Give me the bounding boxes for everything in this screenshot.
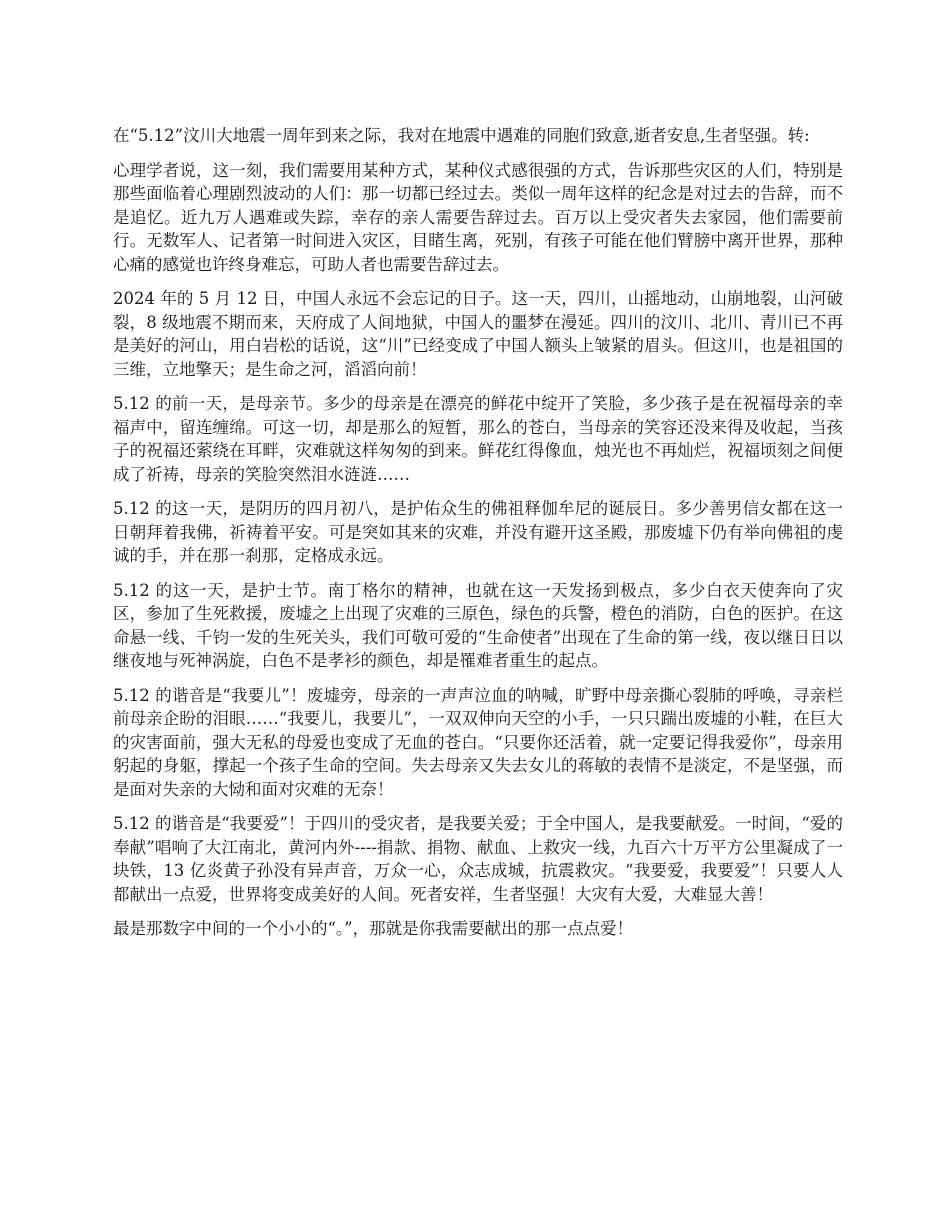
paragraph-buddha-birthday: 5.12 的这一天，是阴历的四月初八，是护佑众生的佛祖释伽牟尼的诞辰日。多少善男信女都在这一日朝拜着我佛，祈祷着平安。可是突如其来的灾难，并没有避开这圣殿，那废墟下仍有举向佛祖的虔诚的手，并在那一刹那，定格成永远。	[113, 499, 843, 565]
paragraph-i-want-child: 5.12 的谐音是“我要儿”！废墟旁，母亲的一声声泣血的呐喊，旷野中母亲撕心裂肺的呼唤，寻亲栏前母亲企盼的泪眼……“我要儿，我要儿”，一双双伸向天空的小手，一只只踹出废墟的小鞋，在巨大的灾害面前，强大无私的母爱也变成了无血的苍白。“只要你还活着，就一定要记得我爱你”，母亲用躬起的身躯，撑起一个孩子生命的空间。失去母亲又失去女儿的蒋敏的表情不是淡定，不是坚强，而是面对失亲的大恸和面对灾难的无奈！	[113, 685, 843, 799]
paragraph-nurses-day: 5.12 的这一天，是护士节。南丁格尔的精神，也就在这一天发扬到极点，多少白衣天使奔向了灾区，参加了生死救援，废墟之上出现了灾难的三原色，绿色的兵警，橙色的消防，白色的医护。在这命悬一线、千钧一发的生死关头，我们可敬可爱的“生命使者”出现在了生命的第一线，夜以继日日以继夜地与死神涡旋，白色不是孝衫的颜色，却是罹难者重生的起点。	[113, 580, 843, 670]
paragraph-psychologist: 心理学者说，这一刻，我们需要用某种方式，某种仪式感很强的方式，告诉那些灾区的人们，特别是那些面临着心理剧烈波动的人们：那一切都已经过去。类似一周年这样的纪念是对过去的告辞，而不是追忆。近九万人遇难或失踪，幸存的亲人需要告辞过去。百万以上受灾者失去家园，他们需要前行。无数军人、记者第一时间进入灾区，目睹生离，死别，有孩子可能在他们臂膀中离开世界，那种心痛的感觉也许终身难忘，可助人者也需要告辞过去。	[113, 160, 843, 274]
paragraph-mothers-day: 5.12 的前一天，是母亲节。多少的母亲是在漂亮的鲜花中绽开了笑脸，多少孩子是在祝福母亲的幸福声中，留连缠绵。可这一切，却是那么的短暂，那么的苍白，当母亲的笑容还没来得及收起，当孩子的祝福还萦绕在耳畔，灾难就这样匆匆的到来。鲜花红得像血，烛光也不再灿烂，祝福顷刻之间便成了祈祷，母亲的笑脸突然泪水涟涟……	[113, 394, 843, 484]
paragraph-i-want-love: 5.12 的谐音是“我要爱”！于四川的受灾者，是我要关爱；于全中国人，是我要献爱。一时间，“爱的奉献”唱响了大江南北，黄河内外----捐款、捐物、献血、上救灾一线，九百六十万平方公里凝成了一块铁，13 亿炎黄子孙没有异声音，万众一心，众志成城，抗震救灾。“我要爱，我要爱”！只要人人都献出一点爱，世界将变成美好的人间。死者安祥，生者坚强！大灾有大爱，大难显大善！	[113, 814, 843, 904]
paragraph-closing: 最是那数字中间的一个小小的“。”，那就是你我需要献出的那一点点爱！	[113, 919, 634, 938]
paragraph-may-12: 2024 年的 5 月 12 日，中国人永远不会忘记的日子。这一天，四川，山摇地动，山崩地裂，山河破裂，8 级地震不期而来，天府成了人间地狱，中国人的噩梦在漫延。四川的汶川、北川、青川已不再是美好的河山，用白岩松的话说，这“川”已经变成了中国人额头上皱紧的眉头。但这川，也是祖国的三维，立地擎天；是生命之河，滔滔向前！	[113, 289, 843, 379]
paragraph-intro: 在“5.12”汶川大地震一周年到来之际，我对在地震中遇难的同胞们致意,逝者安息,生者坚强。转:	[113, 126, 810, 145]
document-body	[113, 124, 843, 952]
